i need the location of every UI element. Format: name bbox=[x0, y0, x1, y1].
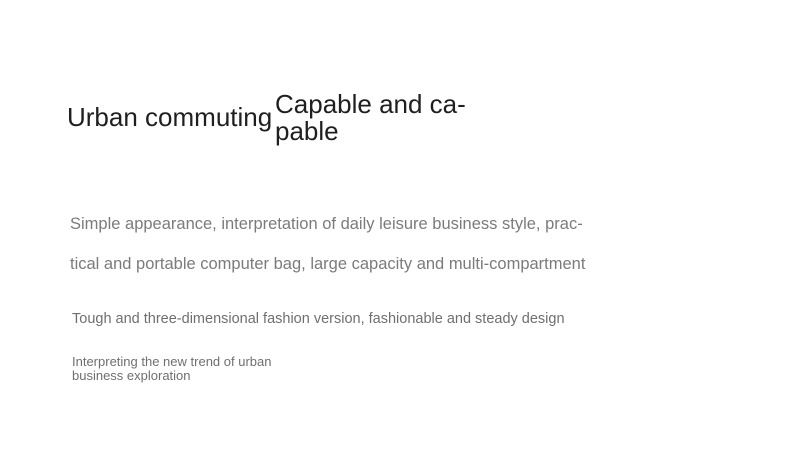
description-main-line-2: tical and portable computer bag, large capacity and multi-compartment bbox=[70, 255, 586, 273]
description-main-line-1: Simple appearance, interpretation of daily leisure business style, prac- bbox=[70, 215, 583, 233]
headline-right bbox=[275, 91, 485, 145]
description-main bbox=[70, 204, 610, 284]
description-tertiary-line-1: Interpreting the new trend of urban bbox=[72, 354, 272, 369]
headline-right-line-2: pable bbox=[275, 116, 339, 146]
description-tertiary bbox=[72, 355, 312, 383]
description-secondary: Tough and three-dimensional fashion version, fashionable and steady design bbox=[72, 311, 565, 327]
headline-left: Urban commuting bbox=[67, 102, 273, 132]
description-tertiary-line-2: business exploration bbox=[72, 368, 191, 383]
headline-right-line-1: Capable and ca- bbox=[275, 89, 466, 119]
